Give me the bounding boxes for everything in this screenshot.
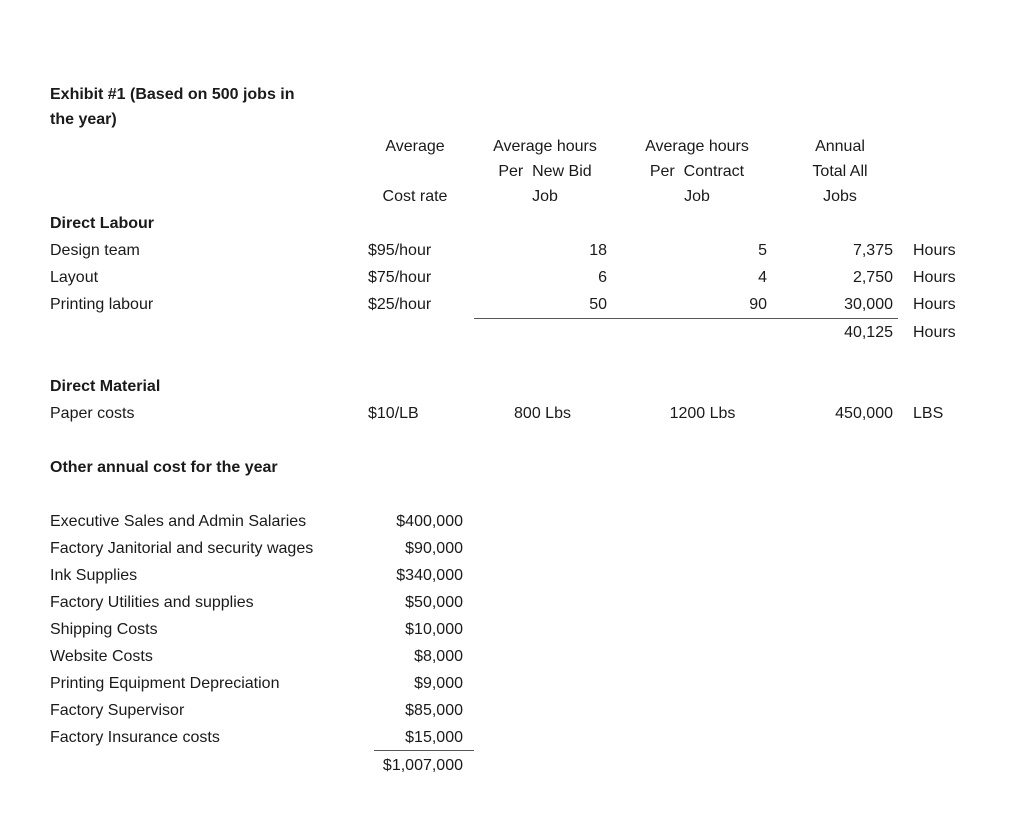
other-costs-heading: Other annual cost for the year [50,459,278,476]
header-contract-2: Per Contract [649,163,745,180]
labour-total-unit: Hours [913,324,956,341]
header-average: Average [385,138,445,155]
other-costs-total: $1,007,000 [382,757,463,774]
labour-row-unit: Hours [913,269,956,286]
other-cost-amount: $90,000 [405,540,463,557]
direct-material-heading: Direct Material [50,378,161,395]
exhibit-title-line-2: the year) [50,111,117,128]
header-new-bid-3: Job [532,188,558,205]
header-annual-1: Annual [815,138,865,155]
labour-total-divider [474,318,898,319]
header-contract-3: Job [684,188,710,205]
material-row-contract: 1200 Lbs [669,405,736,422]
other-cost-amount: $8,000 [414,648,463,665]
labour-row-new-bid: 50 [589,296,607,313]
labour-row-rate: $95/hour [368,242,432,259]
labour-row-label: Design team [50,242,140,259]
labour-total-annual: 40,125 [844,324,893,341]
other-cost-amount: $15,000 [405,729,463,746]
exhibit-title-line-1: Exhibit #1 (Based on 500 jobs in [50,86,295,103]
labour-row-contract: 90 [749,296,767,313]
labour-row-contract: 4 [758,269,767,286]
other-cost-amount: $10,000 [405,621,463,638]
header-new-bid-2: Per New Bid [498,163,592,180]
other-cost-label: Executive Sales and Admin Salaries [50,513,307,530]
other-cost-amount: $50,000 [405,594,463,611]
labour-row-new-bid: 18 [589,242,607,259]
direct-labour-heading: Direct Labour [50,215,155,232]
other-cost-label: Website Costs [50,648,153,665]
other-cost-amount: $9,000 [414,675,463,692]
material-row-unit: LBS [913,405,944,422]
other-cost-label: Factory Insurance costs [50,729,220,746]
header-new-bid-1: Average hours [493,138,597,155]
labour-row-contract: 5 [758,242,767,259]
labour-row-annual: 2,750 [852,269,893,286]
material-row-label: Paper costs [50,405,135,422]
other-cost-label: Factory Janitorial and security wages [50,540,314,557]
header-annual-3: Jobs [823,188,857,205]
other-cost-amount: $85,000 [405,702,463,719]
labour-row-label: Layout [50,269,99,286]
other-cost-label: Factory Utilities and supplies [50,594,254,611]
labour-row-rate: $75/hour [368,269,432,286]
header-cost-rate: Cost rate [382,188,448,205]
labour-row-label: Printing labour [50,296,154,313]
labour-row-new-bid: 6 [598,269,607,286]
other-cost-amount: $340,000 [396,567,463,584]
other-costs-total-divider [374,750,474,751]
labour-row-unit: Hours [913,242,956,259]
labour-row-annual: 7,375 [852,242,893,259]
material-row-new-bid: 800 Lbs [514,405,571,422]
other-cost-label: Factory Supervisor [50,702,185,719]
other-cost-label: Printing Equipment Depreciation [50,675,280,692]
header-annual-2: Total All [812,163,868,180]
material-row-rate: $10/LB [368,405,419,422]
other-cost-label: Ink Supplies [50,567,138,584]
labour-row-unit: Hours [913,296,956,313]
other-cost-label: Shipping Costs [50,621,158,638]
material-row-annual: 450,000 [835,405,893,422]
other-cost-amount: $400,000 [396,513,463,530]
header-contract-1: Average hours [645,138,749,155]
labour-row-annual: 30,000 [844,296,893,313]
labour-row-rate: $25/hour [368,296,432,313]
